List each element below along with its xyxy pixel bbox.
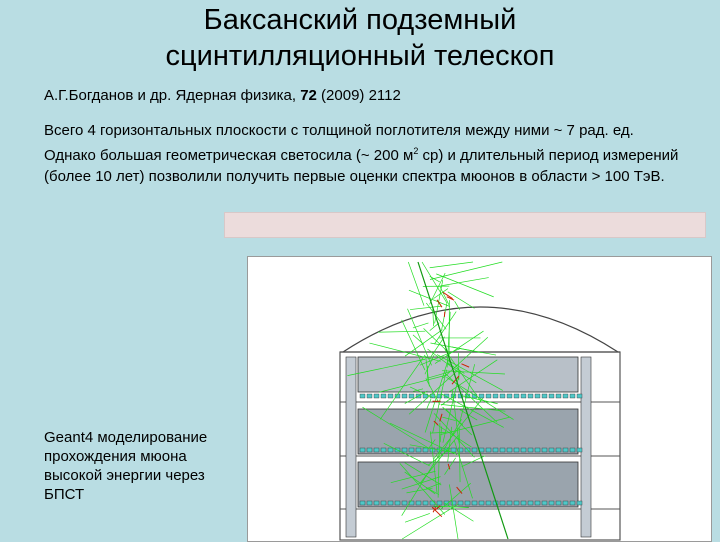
body-part-1: Всего 4 горизонтальных плоскости с толщиной поглотителя между ними ~ 7 рад. ед. Однако большая геометрическая светосила (~ 200 м [44, 122, 634, 164]
body-superscript: 2 [413, 146, 418, 156]
title-line-2: сцинтилляционный телескоп [0, 38, 720, 74]
reference-citation [44, 87, 401, 104]
slide-title [0, 2, 720, 74]
caption-line-4: БПСТ [44, 485, 254, 504]
body-part-2: ср) и длительный период измерений (более 10 лет) позволили получить первые оценки спектра мюонов в области > 100 ТэВ. [44, 147, 678, 185]
body-paragraph [44, 120, 684, 187]
dome-outline [343, 307, 618, 352]
reference-prefix: А.Г.Богданов и др. Ядерная физика, [44, 87, 300, 104]
detector-layer-1 [358, 357, 578, 392]
simulation-figure [247, 256, 712, 542]
highlight-bar [224, 212, 706, 238]
simulation-image [248, 257, 711, 541]
reference-volume: 72 [300, 87, 317, 104]
figure-caption [44, 428, 254, 504]
caption-line-3: высокой энергии через [44, 466, 254, 485]
title-line-1: Баксанский подземный [0, 2, 720, 38]
caption-line-1: Geant4 моделирование [44, 428, 254, 447]
caption-line-2: прохождения мюона [44, 447, 254, 466]
reference-suffix: (2009) 2112 [317, 87, 401, 104]
